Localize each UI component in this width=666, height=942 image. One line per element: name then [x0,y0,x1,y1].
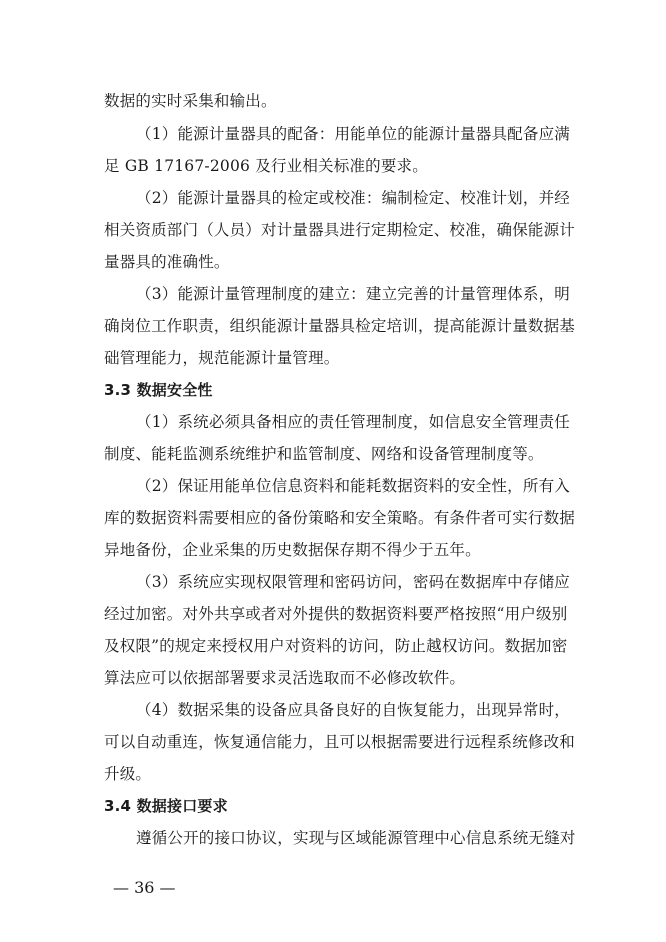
page-number: — 36 — [113,878,176,897]
text-line: （4）数据采集的设备应具备良好的自恢复能力，出现异常时， [136,701,570,719]
text-line: 相关资质部门（人员）对计量器具进行定期检定、校准，确保能源计 [104,221,576,239]
text-line: 库的数据资料需要相应的备份策略和安全策略。有条件者可实行数据 [104,509,576,527]
text-line: 量器具的准确性。 [104,253,230,271]
text-line: （1）能源计量器具的配备：用能单位的能源计量器具配备应满 [136,125,570,143]
text-line: 算法应可以依据部署要求灵活选取而不必修改软件。 [104,669,466,687]
text-line: 异地备份，企业采集的历史数据保存期不得少于五年。 [104,541,481,559]
text-line: 数据的实时采集和输出。 [104,92,277,110]
text-line: 础管理能力，规范能源计量管理。 [104,349,340,367]
text-line: 确岗位工作职责，组织能源计量器具检定培训，提高能源计量数据基 [104,317,576,335]
text-line: 遵循公开的接口协议，实现与区域能源管理中心信息系统无缝对 [136,829,576,847]
text-line: 升级。 [104,765,152,783]
text-line: （2）能源计量器具的检定或校准：编制检定、校准计划，并经 [136,189,570,207]
section-heading: 3.4 数据接口要求 [104,797,228,815]
text-line: （1）系统必须具备相应的责任管理制度，如信息安全管理责任 [136,413,570,431]
text-line: 可以自动重连，恢复通信能力，且可以根据需要进行远程系统修改和 [104,733,576,751]
text-line: 经过加密。对外共享或者对外提供的数据资料要严格按照“用户级别 [104,605,568,623]
text-line: 及权限”的规定来授权用户对资料的访问，防止越权访问。数据加密 [104,637,568,655]
text-line: 制度、能耗监测系统维护和监管制度、网络和设备管理制度等。 [104,445,544,463]
section-heading: 3.3 数据安全性 [104,381,213,399]
text-line: （2）保证用能单位信息资料和能耗数据资料的安全性，所有入 [136,477,570,495]
text-line: 足 GB 17167-2006 及行业相关标准的要求。 [104,157,428,175]
text-line: （3）系统应实现权限管理和密码访问，密码在数据库中存储应 [136,573,570,591]
text-line: （3）能源计量管理制度的建立：建立完善的计量管理体系，明 [136,285,570,303]
